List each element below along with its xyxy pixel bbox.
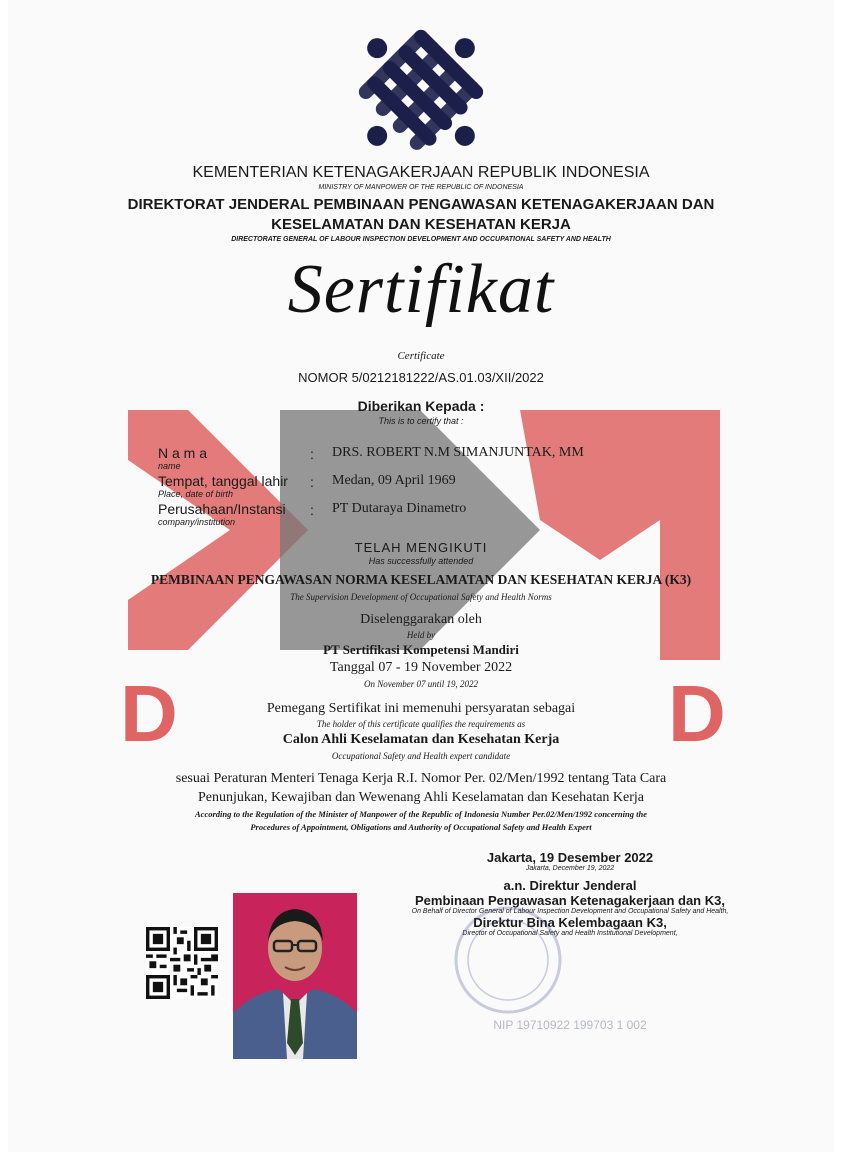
held-by-en: Held by <box>406 630 436 640</box>
certificate-number: NOMOR 5/0212181222/AS.01.03/XII/2022 <box>298 370 544 385</box>
directorate-line2: KESELAMATAN DAN KESEHATAN KERJA <box>271 216 571 233</box>
field-birth-label <box>158 474 288 499</box>
regulation-line1: sesuai Peraturan Menteri Tenaga Kerja R.I. Nomor Per. 02/Men/1992 tentang Tata Cara <box>175 771 667 786</box>
held-by: Diselenggarakan oleh <box>360 612 482 627</box>
training-dates-en: On November 07 until 19, 2022 <box>364 679 478 689</box>
field-name-colon: : <box>310 446 314 462</box>
logo-dot-top <box>451 34 479 62</box>
field-company-label-text: Perusahaan/Instansi <box>158 501 286 517</box>
official-stamp <box>448 900 568 1020</box>
field-company-colon: : <box>310 502 314 518</box>
sign-director: Direktur Bina Kelembagaan K3, <box>473 915 667 930</box>
logo-dot-left <box>363 34 391 62</box>
regulation-line2: Penunjukan, Kewajiban dan Wewenang Ahli Keselamatan dan Kesehatan Kerja <box>197 790 645 805</box>
qr-code <box>146 927 218 999</box>
field-birth-colon: : <box>310 474 314 490</box>
holder-photo <box>233 893 357 1059</box>
sign-director-en: Director of Occupational Safety and Health Institutional Development, <box>462 930 678 937</box>
field-company-label <box>158 502 286 527</box>
field-birth-label-text: Tempat, tanggal lahir <box>158 473 288 489</box>
program-name: PEMBINAAN PENGAWASAN NORMA KESELAMATAN DAN KESEHATAN KERJA (K3) <box>150 572 692 587</box>
field-company-value: PT Dutaraya Dinametro <box>332 501 467 516</box>
sign-dept-en: On Behalf of Director General of Labour Inspection Development and Occupational Safety and Health, <box>411 908 729 915</box>
field-name-label-en: name <box>158 461 181 471</box>
field-name-label-text: N a m a <box>158 445 208 461</box>
certificate-title-en: Certificate <box>397 350 445 362</box>
watermark-letter-right: D <box>668 669 726 758</box>
certificate-title: Sertifikat <box>287 251 555 328</box>
attended-label: TELAH MENGIKUTI <box>354 540 488 555</box>
ministry-logo <box>351 22 491 162</box>
attended-label-en: Has successfully attended <box>368 556 474 566</box>
sign-on-behalf: a.n. Direktur Jenderal <box>503 878 637 893</box>
field-company-label-en: company/institution <box>158 517 236 527</box>
logo-dot-bottom <box>363 122 391 150</box>
watermark-letter-left: D <box>120 669 178 758</box>
ministry-name-en: MINISTRY OF MANPOWER OF THE REPUBLIC OF INDONESIA <box>318 184 524 191</box>
holder-photo-figure <box>233 893 357 1059</box>
directorate-en: DIRECTORATE GENERAL OF LABOUR INSPECTION DEVELOPMENT AND OCCUPATIONAL SAFETY AND HEALTH <box>231 236 611 243</box>
qualification-intro: Pemegang Sertifikat ini memenuhi persyaratan sebagai <box>266 701 576 716</box>
regulation-en-line2: Procedures of Appointment, Obligations and Authority of Occupational Safety and Health Expert <box>250 822 592 832</box>
ministry-name: KEMENTERIAN KETENAGAKERJAAN REPUBLIK INDONESIA <box>192 164 650 181</box>
regulation-en-line1: According to the Regulation of the Minister of Manpower of the Republic of Indonesia Number Per.02/Men/1992 concerning the <box>195 809 647 819</box>
sign-dept: Pembinaan Pengawasan Ketenagakerjaan dan K3, <box>415 893 725 908</box>
given-to-en: This is to certify that : <box>378 416 464 426</box>
logo-dot-right <box>451 122 479 150</box>
field-birth-value: Medan, 09 April 1969 <box>332 473 456 488</box>
program-name-en: The Supervision Development of Occupational Safety and Health Norms <box>290 592 552 602</box>
sign-place-date: Jakarta, 19 Desember 2022 <box>486 850 654 865</box>
signature-block <box>360 850 780 937</box>
directorate-line1: DIREKTORAT JENDERAL PEMBINAAN PENGAWASAN KETENAGAKERJAAN DAN <box>127 196 715 213</box>
sign-place-date-en: Jakarta, December 19, 2022 <box>525 865 615 872</box>
sign-nip: NIP 19710922 199703 1 002 <box>493 1018 647 1032</box>
field-name-label <box>158 446 207 471</box>
training-dates: Tanggal 07 - 19 November 2022 <box>329 660 513 675</box>
qualification-role: Calon Ahli Keselamatan dan Kesehatan Kerja <box>282 732 560 747</box>
field-birth-label-en: Place, date of birth <box>158 489 234 499</box>
organizer: PT Sertifikasi Kompetensi Mandiri <box>323 642 519 657</box>
field-name-value: DRS. ROBERT N.M SIMANJUNTAK, MM <box>332 445 584 460</box>
given-to: Diberikan Kepada : <box>357 398 485 414</box>
qualification-intro-en: The holder of this certificate qualifies the requirements as <box>316 719 526 729</box>
qualification-role-en: Occupational Safety and Health expert candidate <box>331 751 511 761</box>
